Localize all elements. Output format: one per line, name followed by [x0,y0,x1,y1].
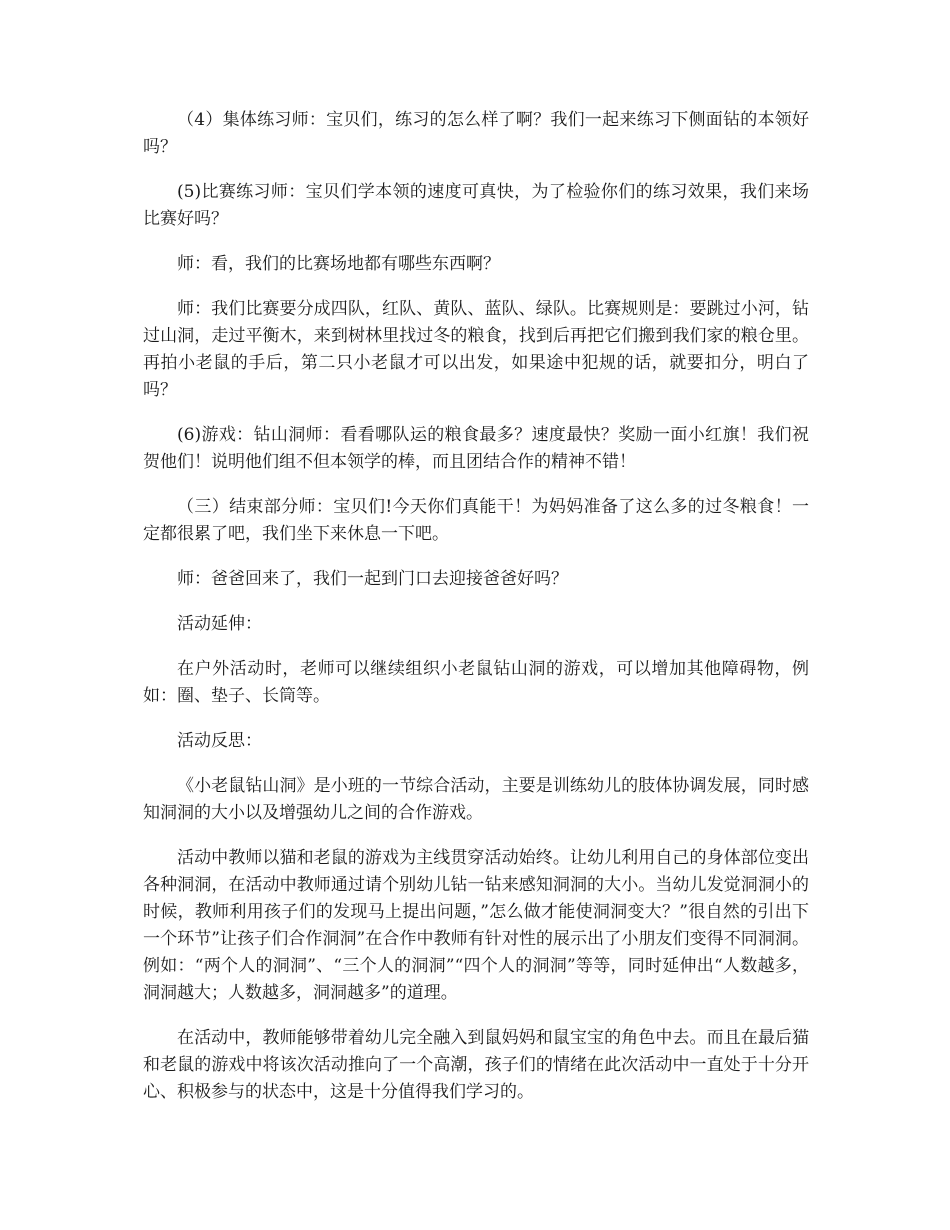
paragraph-game-tunnel: (6)游戏：钻山洞师：看看哪队运的粮食最多？速度最快？奖励一面小红旗！我们祝贺他们！说明他们组不但本领学的棒，而且团结合作的精神不错！ [143,425,809,472]
paragraph-extension-detail: 在户外活动时，老师可以继续组织小老鼠钻山洞的游戏，可以增加其他障碍物，例如：圈、垫子、长筒等。 [143,659,809,706]
document-body [143,107,809,1124]
paragraph-closing-section: （三）结束部分师：宝贝们!今天你们真能干！为妈妈准备了这么多的过冬粮食！一定都很累了吧，我们坐下来休息一下吧。 [143,497,809,544]
paragraph-dad-returns: 师：爸爸回来了，我们一起到门口去迎接爸爸好吗？ [177,569,568,589]
paragraph-venue-question: 师：看，我们的比赛场地都有哪些东西啊？ [177,254,500,274]
paragraph-reflection-intro: 《小老鼠钻山洞》是小班的一节综合活动，主要是训练幼儿的肢体协调发展，同时感知洞洞的大小以及增强幼儿之间的合作游戏。 [143,776,809,823]
paragraph-group-practice: （4）集体练习师：宝贝们，练习的怎么样了啊？我们一起来练习下侧面钻的本领好吗？ [143,110,809,157]
paragraph-competition-rules: 师：我们比赛要分成四队，红队、黄队、蓝队、绿队。比赛规则是：要跳过小河，钻过山洞，走过平衡木，来到树林里找过冬的粮食，找到后再把它们搬到我们家的粮仓里。再拍小老鼠的手后，第二只小老鼠才可以出发，如果途中犯规的话，就要扣分，明白了吗？ [143,299,809,400]
paragraph-reflection-summary: 在活动中，教师能够带着幼儿完全融入到鼠妈妈和鼠宝宝的角色中去。而且在最后猫和老鼠的游戏中将该次活动推向了一个高潮，孩子们的情绪在此次活动中一直处于十分开心、积极参与的状态中，这是十分值得我们学习的。 [143,1028,809,1102]
heading-activity-reflection: 活动反思： [177,731,262,751]
heading-activity-extension: 活动延伸： [177,614,262,634]
paragraph-competition-practice: (5)比赛练习师：宝贝们学本领的速度可真快，为了检验你们的练习效果，我们来场比赛好吗？ [143,182,809,229]
paragraph-reflection-process: 活动中教师以猫和老鼠的游戏为主线贯穿活动始终。让幼儿利用自己的身体部位变出各种洞洞，在活动中教师通过请个别幼儿钻一钻来感知洞洞的大小。当幼儿发觉洞洞小的时候，教师利用孩子们的发现马上提出问题，”怎么做才能使洞洞变大？”很自然的引出下一个环节”让孩子们合作洞洞”在合作中教师有针对性的展示出了小朋友们变得不同洞洞。例如：“两个人的洞洞”、“三个人的洞洞”“四个人的洞洞”等等，同时延伸出“人数越多，洞洞越大；人数越多，洞洞越多”的道理。 [143,848,809,1003]
